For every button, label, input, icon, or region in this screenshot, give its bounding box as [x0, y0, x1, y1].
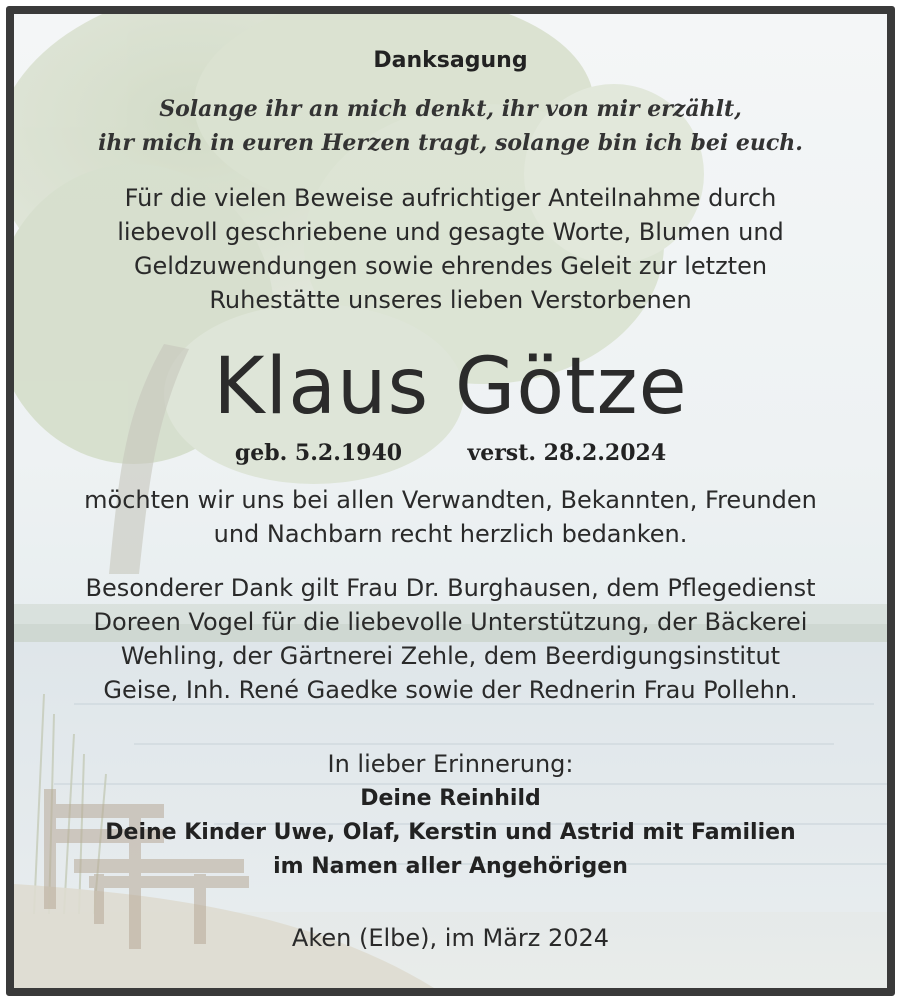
- special-line-3: Wehling, der Gärtnerei Zehle, dem Beerdigungsinstitut: [120, 642, 781, 670]
- signature-3: im Namen aller Angehörigen: [273, 854, 628, 879]
- signature-2: Deine Kinder Uwe, Olaf, Kerstin und Astrid mit Familien: [105, 820, 796, 845]
- quote-line-1: Solange ihr an mich denkt, ihr von mir erzählt,: [159, 96, 742, 122]
- birth-date: geb. 5.2.1940: [234, 440, 403, 466]
- deceased-name: Klaus Götze: [213, 342, 688, 432]
- memory-line: In lieber Erinnerung:: [327, 750, 574, 778]
- thanks-line-1: möchten wir uns bei allen Verwandten, Bekannten, Freunden: [84, 486, 817, 514]
- life-dates: [14, 440, 887, 466]
- death-date: verst. 28.2.2024: [467, 440, 667, 466]
- obituary-card: [6, 6, 895, 996]
- quote-line-2: ihr mich in euren Herzen tragt, solange bin ich bei euch.: [98, 130, 803, 156]
- intro-line-1: Für die vielen Beweise aufrichtiger Anteilnahme durch: [124, 184, 777, 212]
- special-line-4: Geise, Inh. René Gaedke sowie der Rednerin Frau Pollehn.: [103, 676, 798, 704]
- special-line-2: Doreen Vogel für die liebevolle Unterstützung, der Bäckerei: [93, 608, 808, 636]
- special-line-1: Besonderer Dank gilt Frau Dr. Burghausen, dem Pflegedienst: [85, 574, 816, 602]
- obituary-text: [14, 14, 887, 988]
- intro-line-4: Ruhestätte unseres lieben Verstorbenen: [209, 286, 692, 314]
- intro-line-2: liebevoll geschriebene und gesagte Worte, Blumen und: [117, 218, 784, 246]
- intro-line-3: Geldzuwendungen sowie ehrendes Geleit zur letzten: [133, 252, 768, 280]
- thanks-line-2: und Nachbarn recht herzlich bedanken.: [213, 520, 688, 548]
- signature-1: Deine Reinhild: [360, 786, 541, 811]
- heading: Danksagung: [373, 48, 528, 73]
- place-date: Aken (Elbe), im März 2024: [291, 924, 610, 952]
